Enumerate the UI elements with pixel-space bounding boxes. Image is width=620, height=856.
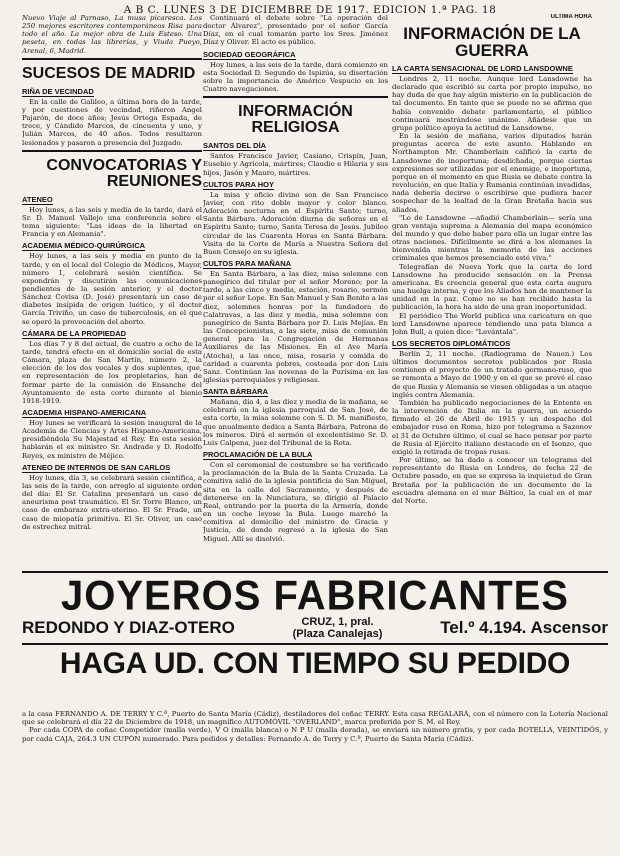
paragraph-secretos-3: Por último, se ha dado a conocer un telegrama del representante de Rusia en Londres, de fecha 22 de Octubre pasado, en que se expresa la inquietud de Gran Bretaña por la publicación de un documento de la escuadra alemana en el mar Báltico, la cual en el mar del Norte. [392, 456, 592, 505]
paragraph-camara: Los días 7 y 8 del actual, de cuatro a ocho de la tarde, tendrá efecto en el domicilio social de esta Cámara, plaza de San Martín, número 2, la elección de los dos vocales y dos suplentes, que, en representación de los propietarios, han de formar parte de la comisión de Ensanche del Ayuntamiento de esta corte durante el bienio 1918-1919. [22, 339, 202, 405]
paragraph-academia: Hoy lunes, a las seis y media en punto de la tarde, y en el local del Colegio de Médicos, Mayor, número 1, celebrará sesión científica. Se expondrán y discutirán las comunicaciones pendientes de la sesión anterior, y el doctor Sánchez Covisa (D. José) presentará un caso de diabetes insípida de origen luético, y el doctor García Triviño, un caso de tuberculosis, en el que se operó la provocación del aborto. [22, 252, 202, 326]
divider [22, 150, 202, 154]
paragraph-carta-3: "Lo de Lansdowne —añadió Chamberlain— sería una gran ventaja suprema a Alemania del mapa económico del mundo y que debe haber para ella un lugar entre las otras naciones. Difícilmente se dirá a los alemanes la bienvenida mientras la memoria de las acciones criminales que hemos presenciado esté viva." [392, 213, 592, 263]
ad-paragraph-2: Por cada COPA de coñac Competidor (malla verde), V O (malla blanca) o N P U (malla dorada), se enviará un número gratis, y por cada BOTELLA, VEINTIDÓS, y por cada CAJA, 264.3 UN CUPÓN numerado. Para pedidos y detalles: Fernando A. de Terry y C.ª, Puerto de Santa María (Cádiz). [22, 726, 608, 743]
divider [22, 643, 608, 645]
subheading-cultos-manana: CULTOS PARA MAÑANA [203, 258, 292, 268]
ad-cruz-block [293, 616, 383, 640]
ad-joyeros: JOYEROS FABRICANTES [61, 572, 569, 620]
subheading-santa-barbara: SANTA BÁRBARA [203, 387, 268, 397]
ad-paragraph-1: a la casa FERNANDO A. DE TERRY Y C.ª, Puerto de Santa María (Cádiz), destiladores del coñac TERRY. Esta casa REGALARÁ, con el número con la Lotería Nacional que se celebrará el día 22 de Diciembre de 1918, un magnífico AUTOMÓVIL "OVERLAND", marca preferida por S. M. el Rey. [22, 710, 608, 727]
paragraph-santos: Santos Francisco Javier, Casiano, Crispín, Juan, Eusebio y Agrícola, mártires; Claudio e Hilaria y sus hijos, Jasón y Mauro, mártires. [203, 152, 388, 177]
column-1 [22, 14, 202, 564]
advertisement-text [22, 710, 608, 850]
paragraph-secretos-1: Berlín 2, 11 noche. (Radiograma de Nauen.) Los últimos documentos secretos publicados por Rusia contienen el proyecto de un tratado germano-ruso, que se remonta a Mayo de 1900 y en el que se prevé el caso de que Rusia y Alemania se viesen obligadas a un ataque inglés contra Alemania. [392, 350, 592, 399]
ad-redondo: REDONDO Y DIAZ-OTERO [22, 618, 235, 637]
ad-telefono: Tel.º 4.194. Ascensor [440, 618, 608, 637]
heading-informacion-religiosa: INFORMACIÓN RELIGIOSA [238, 103, 353, 137]
paragraph-secretos-2: También ha publicado negociaciones de la Entente en la intervención de Italia en la guerra, un acuerdo firmado el 26 de Abril de 1915 y un despacho del embajador ruso en Roma, hizo por telegrama a Sazonov el 31 de Octubre último, el cual se hace pensar por parte de Rusia al Ejército italiano destacado en el Isonzo, que exigió la retirada de tropas rusas. [392, 398, 592, 456]
subheading-camara: CÁMARA DE LA PROPIEDAD [22, 328, 127, 338]
paragraph-internos: Hoy lunes, día 3, se celebrará sesión científica, a las seis de la tarde, con arreglo al siguiente orden del día: El Sr. Catalina presentará un caso de aneurisma post traumático. El Sr. Torre Blanco, un caso de embarazo extra-uterino. El Sr. Frade, un caso de miopatía primitiva. El Sr. Oliver, un caso de estrechez mitral. [22, 473, 202, 531]
subheading-internos: ATENEO DE INTERNOS DE SAN CARLOS [22, 462, 171, 472]
subheading-cultos-hoy: CULTOS PARA HOY [203, 179, 274, 189]
paragraph-bula: Con el ceremonial de costumbre se ha verificado la proclamación de la Bula de la Santa Cruzada. La comitiva salió de la iglesia pontificia de San Miguel, sita en la calle del Sacramento, y después de detenerse en la Nunciatura, se dirigió al Palacio Real, entrando por la puerta de la Armería, donde en un coche leyose la Bula. Luego marchó la comitiva al domicilio del ministro de Gracia y Justicia, de donde regresó a la iglesia de San Miguel. Allí se disolvió. [203, 461, 388, 543]
ultima-hora-label: ULTIMA HORA [550, 14, 592, 20]
heading-sucesos: SUCESOS DE MADRID [22, 64, 196, 82]
paragraph-carta-5: El periódico The World publica una caricatura en que lord Lansdowne aparece tendiendo una pata blanca a John Bull, a quien dice: "Levántala". [392, 311, 592, 336]
ad-plaza: (Plaza Canalejas) [292, 628, 383, 640]
heading-convocatorias: CONVOCATORIAS Y REUNIONES [46, 156, 202, 190]
advertisement-banner [22, 568, 608, 708]
paragraph-continuation: Continuará el debate sobre "La operación del doctor Álvarez", presentado por el señor García Díaz, en el cual tomarán parte los Sres. Jiménez Díaz y Oliver. El acto es público. [203, 14, 388, 47]
paragraph-geografica: Hoy lunes, a las seis de la tarde, dará comienzo en esta Sociedad D. Segundo de Ispizúa, su disertación sobre la importancia de Américo Vespucio en los Cuatro navegaciones. [203, 60, 388, 94]
paragraph-carta-2: En la sesión de mañana, varios diputados harán preguntas acerca de este asunto. Hablando en Northampton Mr. Chamberlain calificó la carta de Lansdowne de inoportuna; desdichada, porque ciertas expresiones ser utilizadas por el enemigo, e inoportuna, porque en el momento en que Rusia se debate contra la revolución, en que Italia y Rumania continúan invadidas, nada debería decirse o escribirse que pudiera hacer sospechar de la lealtad de la Gran Bretaña hacia sus aliados. [392, 132, 592, 214]
divider [203, 96, 388, 100]
paragraph-carta-1: Londres 2, 11 noche. Aunque lord Lansdowne ha declarado que escribió su carta por propio impulso, no hay duda de que hay algún misterio en la publicación de tal documento. En tanto que se puede no se afirma que había convenido debate parlamentario, el público continuará mostrándose unánime. Añádese que un grupo político apoya la actitud de Lansdowne. [392, 75, 592, 132]
ad-address-row [22, 616, 608, 640]
column-3 [392, 14, 592, 564]
ad-haga-pedido: HAGA UD. CON TIEMPO SU PEDIDO [59, 647, 571, 680]
subheading-santos: SANTOS DEL DÍA [203, 141, 267, 151]
subheading-geografica: SOCIEDAD GEOGRÁFICA [203, 49, 296, 59]
paragraph-carta-4: Telegrafían de Nueva York que la carta de lord Lansdowne ha producido sensación en la Prensa americana. Es creencia general que esta carta augura una huelga interna, y que los Aliados han de mantener la unidad en la paz. Como no se han recibido hasta la publicación, la hora ha sido de una gran inoportunidad. [392, 262, 592, 312]
subheading-rina: RIÑA DE VECINDAD [22, 86, 94, 96]
paragraph-santa-barbara: Mañana, día 4, a las diez y media de la mañana, se celebrará en la iglesia parroquial de San José, de esta corte, la misa solemne con S. D. M. manifiesto, que anualmente dedica a Santa Bárbara, Patrona de los mineros. Dirá el sermón el excelentísimo Sr. D. Luis Calpena, juez del Tribunal de la Rota. [203, 398, 388, 447]
subheading-bula: PROCLAMACIÓN DE LA BULA [203, 450, 313, 460]
column-2 [203, 14, 388, 564]
divider [22, 58, 202, 62]
paragraph-cultos-hoy: La misa y oficio divino son de San Francisco Javier, con rito doble mayor y color blanco. Adoración nocturna en el Espíritu Santo; turno, Santa Bárbara. Adoración diurna de señoras en el Espíritu Santo; turno, Santa Teresa de Jesús. Jubileo circular de las Cuarenta Horas en Santa Bárbara. Visita de la Corte de María a Nuestra Señora del Buen Consejo en su iglesia. [203, 190, 388, 256]
paragraph-rina: En la calle de Galileo, a última hora de la tarde, y por cuestiones de vecindad, riñeron Angel Pajarón, de doce años; Jesús Ortega Espada, de trece, y Cándido Marcos, de cincuenta y uno, y Julián Marcos, de 40 años. Todos resultaron lesionados y pasaron a presencia del Juzgado. [22, 97, 202, 147]
subheading-hispano: ACADEMIA HISPANO-AMERICANA [22, 408, 147, 417]
paragraph-cultos-manana: En Santa Bárbara, a las diez, misa solemne con panegírico del titular por el señor Moreno; por la tarde, a las cinco y media, estación, rosario, sermón por el señor Lope. En San Manuel y San Benito a las diez, solemnes honras por la fundadora de Calatravas, a las diez y media, misa solemne con panegírico de Santa Bárbara por D. Luis Mejías. En las Concepcionistas, a las siete, misa de comunión general para la Congregación de Hermanas Auxiliares de las Misiones. En el Ave María (Atocha), a las once, misa, rosario y comida de caridad a cuarenta pobres, costeada por don Luis Sanz. Continúan las novenas de la Purísima en las iglesias parroquiales y religiosas. [203, 269, 388, 384]
paragraph-hispano: Hoy lunes se verificará la sesión inaugural de la Academia de Ciencias y Artes Hispano-Americana, presidiéndola Su Majestad el Rey. En esta sesión hablarán el ex ministro Sr. Andrade y D. Rodolfo Reyes, ex ministro de Méjico. [22, 419, 202, 460]
intro-paragraph: Nuevo Viaje al Parnaso, La musa picaresca. Los 250 mejores escritores contemporáneos Risa para todo el año. La mejor obra de Luis Esteso. Una peseta, en todas las librerías, y Viuda Pueyo, Arenal, 6, Madrid. [22, 14, 202, 55]
heading-informacion-guerra: INFORMACIÓN DE LA GUERRA [403, 24, 581, 60]
page-header: A B C. LUNES 3 DE DICIEMBRE DE 1917. EDICION 1.ª PAG. 18 [123, 4, 497, 16]
subheading-secretos: LOS SECRETOS DIPLOMÁTICOS [392, 339, 511, 348]
subheading-academia: ACADEMIA MÉDICO-QUIRÚRGICA [22, 241, 146, 251]
ad-cruz: CRUZ, 1, pral. [301, 616, 374, 628]
subheading-ateneo: ATENEO [22, 194, 53, 204]
paragraph-ateneo: Hoy lunes, a las seis y media de la tarde, dará el Sr. D. Manuel Vallejo una conferencia sobre el tema siguiente: "Las ideas de la libertad en Francia y en Alemania". [22, 205, 202, 239]
subheading-carta: LA CARTA SENSACIONAL DE LORD LANSDOWNE [392, 64, 573, 73]
